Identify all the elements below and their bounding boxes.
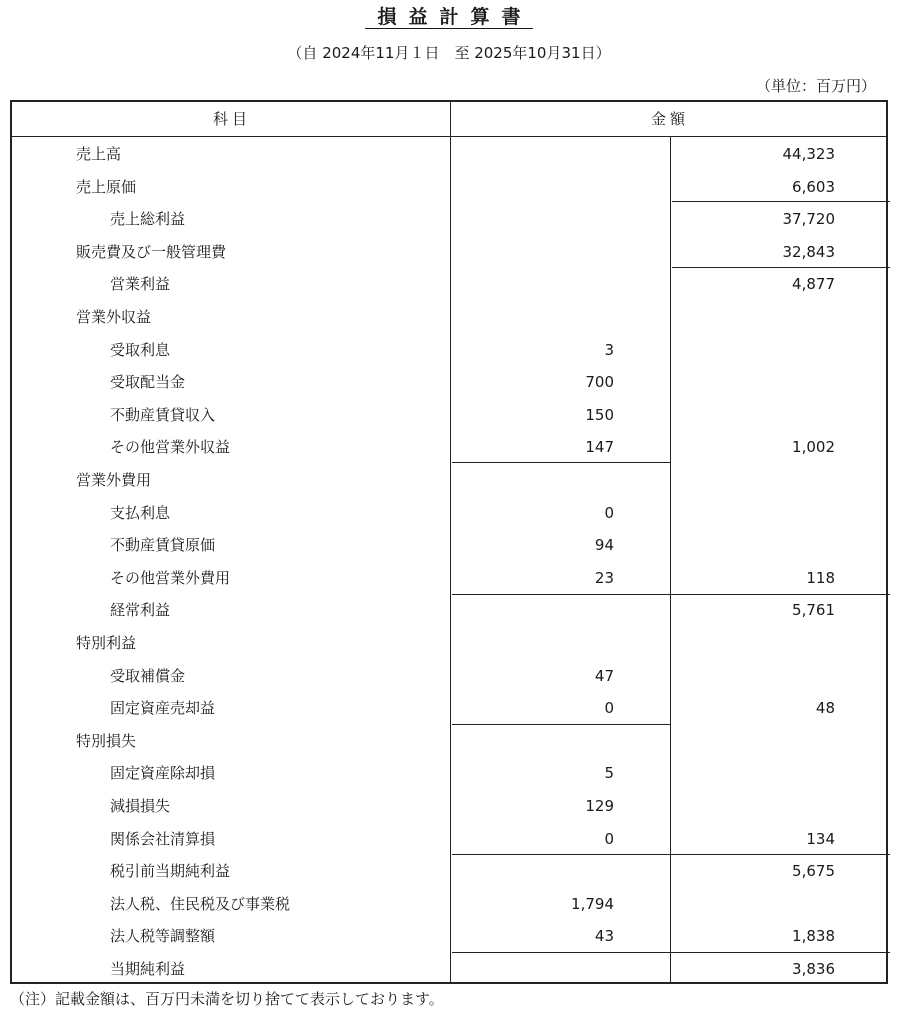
row-outer-amount: 1,002 bbox=[792, 438, 835, 457]
row-label: 売上高 bbox=[76, 145, 122, 163]
row-inner-amount: 43 bbox=[594, 927, 614, 946]
fiscal-period: （自 2024年11月１日 至 2025年10月31日） bbox=[287, 44, 611, 62]
row-outer-amount: 3,836 bbox=[792, 960, 835, 978]
row-inner-amount bbox=[452, 594, 614, 626]
table-row bbox=[12, 920, 886, 952]
row-label: 特別損失 bbox=[76, 731, 137, 750]
table-row bbox=[12, 301, 886, 333]
table-row bbox=[12, 464, 886, 496]
table-row bbox=[12, 725, 886, 757]
table-row bbox=[12, 268, 886, 300]
row-outer-amount bbox=[672, 627, 835, 659]
table-row bbox=[12, 399, 886, 431]
table-row bbox=[12, 953, 886, 985]
row-inner-amount: 23 bbox=[594, 568, 614, 587]
income-statement-table bbox=[10, 100, 888, 984]
row-label: 販売費及び一般管理費 bbox=[76, 242, 227, 261]
table-row bbox=[12, 334, 886, 366]
row-label: 減損損失 bbox=[110, 797, 171, 815]
row-label: 固定資産除却損 bbox=[110, 764, 216, 783]
row-label: 関係会社清算損 bbox=[110, 829, 216, 848]
row-label: その他営業外費用 bbox=[110, 568, 231, 587]
row-inner-amount bbox=[452, 236, 614, 268]
row-outer-amount: 37,720 bbox=[782, 210, 835, 229]
table-row bbox=[12, 562, 886, 594]
row-inner-amount: 150 bbox=[585, 405, 614, 424]
row-outer-amount bbox=[672, 529, 835, 561]
row-outer-amount bbox=[672, 888, 835, 920]
statement-title bbox=[0, 6, 898, 29]
table-row bbox=[12, 594, 886, 626]
row-label: 営業外収益 bbox=[76, 308, 152, 326]
row-inner-amount bbox=[452, 464, 614, 496]
table-row bbox=[12, 366, 886, 398]
row-inner-amount: 47 bbox=[594, 666, 614, 685]
row-label: 営業利益 bbox=[110, 275, 171, 294]
row-inner-amount: 700 bbox=[585, 373, 614, 392]
row-outer-amount: 32,843 bbox=[782, 242, 835, 261]
table-row bbox=[12, 888, 886, 920]
row-label: 特別利益 bbox=[76, 634, 137, 652]
row-inner-amount: 94 bbox=[594, 536, 614, 555]
row-outer-amount bbox=[672, 757, 835, 789]
table-row bbox=[12, 757, 886, 789]
row-inner-amount: 0 bbox=[604, 503, 614, 522]
row-outer-amount: 1,838 bbox=[792, 927, 835, 946]
row-inner-amount: 5 bbox=[604, 764, 614, 783]
row-label: 売上総利益 bbox=[110, 210, 186, 229]
row-inner-amount: 1,794 bbox=[571, 894, 614, 913]
row-inner-amount: 3 bbox=[604, 340, 614, 359]
row-label: 固定資産売却益 bbox=[110, 699, 216, 718]
row-label: 法人税、住民税及び事業税 bbox=[110, 894, 291, 913]
table-row bbox=[12, 497, 886, 529]
row-outer-amount bbox=[672, 399, 835, 431]
row-label: 支払利息 bbox=[110, 503, 171, 522]
row-label: 受取利息 bbox=[110, 340, 171, 359]
table-row bbox=[12, 823, 886, 855]
row-outer-amount bbox=[672, 301, 835, 333]
row-inner-amount: 0 bbox=[604, 829, 614, 848]
table-row bbox=[12, 138, 886, 170]
row-label: 法人税等調整額 bbox=[110, 927, 216, 946]
table-row bbox=[12, 692, 886, 724]
row-inner-amount: 129 bbox=[585, 797, 614, 815]
row-label: 受取配当金 bbox=[110, 373, 186, 392]
row-label: その他営業外収益 bbox=[110, 438, 231, 457]
row-outer-amount bbox=[672, 790, 835, 822]
row-inner-amount bbox=[452, 171, 614, 203]
row-outer-amount: 44,323 bbox=[782, 145, 835, 163]
row-inner-amount bbox=[452, 301, 614, 333]
row-outer-amount: 118 bbox=[806, 568, 835, 587]
row-outer-amount: 5,761 bbox=[792, 601, 835, 620]
row-outer-amount: 134 bbox=[806, 829, 835, 848]
row-outer-amount bbox=[672, 725, 835, 757]
row-inner-amount: 0 bbox=[604, 699, 614, 718]
row-label: 不動産賃貸収入 bbox=[110, 405, 216, 424]
row-inner-amount bbox=[452, 268, 614, 300]
statement-title-text: 損益計算書 bbox=[365, 6, 532, 29]
row-outer-amount bbox=[672, 497, 835, 529]
table-row bbox=[12, 171, 886, 203]
row-inner-amount bbox=[452, 138, 614, 170]
table-header bbox=[12, 102, 886, 137]
row-label: 経常利益 bbox=[110, 601, 171, 620]
row-inner-amount bbox=[452, 725, 614, 757]
row-outer-amount bbox=[672, 334, 835, 366]
table-row bbox=[12, 660, 886, 692]
header-amount: 金額 bbox=[650, 110, 689, 128]
row-outer-amount: 48 bbox=[815, 699, 835, 718]
row-inner-amount bbox=[452, 203, 614, 235]
row-label: 税引前当期純利益 bbox=[110, 862, 231, 881]
row-outer-amount: 6,603 bbox=[792, 177, 835, 196]
table-row bbox=[12, 236, 886, 268]
header-item: 科目 bbox=[212, 110, 251, 128]
row-inner-amount bbox=[452, 953, 614, 985]
footnote: （注）記載金額は、百万円未満を切り捨てて表示しております。 bbox=[10, 990, 444, 1008]
table-row bbox=[12, 529, 886, 561]
table-row bbox=[12, 790, 886, 822]
unit-label: （単位：百万円） bbox=[755, 77, 876, 95]
row-label: 不動産賃貸原価 bbox=[110, 536, 216, 555]
table-row bbox=[12, 431, 886, 463]
row-outer-amount: 5,675 bbox=[792, 862, 835, 881]
row-label: 当期純利益 bbox=[110, 960, 186, 978]
table-row bbox=[12, 203, 886, 235]
row-label: 売上原価 bbox=[76, 177, 137, 196]
table-row bbox=[12, 855, 886, 887]
row-outer-amount bbox=[672, 366, 835, 398]
row-inner-amount bbox=[452, 855, 614, 887]
row-outer-amount: 4,877 bbox=[792, 275, 835, 294]
row-label: 受取補償金 bbox=[110, 666, 186, 685]
row-label: 営業外費用 bbox=[76, 471, 152, 489]
table-row bbox=[12, 627, 886, 659]
row-outer-amount bbox=[672, 660, 835, 692]
row-inner-amount: 147 bbox=[585, 438, 614, 457]
row-outer-amount bbox=[672, 464, 835, 496]
row-inner-amount bbox=[452, 627, 614, 659]
